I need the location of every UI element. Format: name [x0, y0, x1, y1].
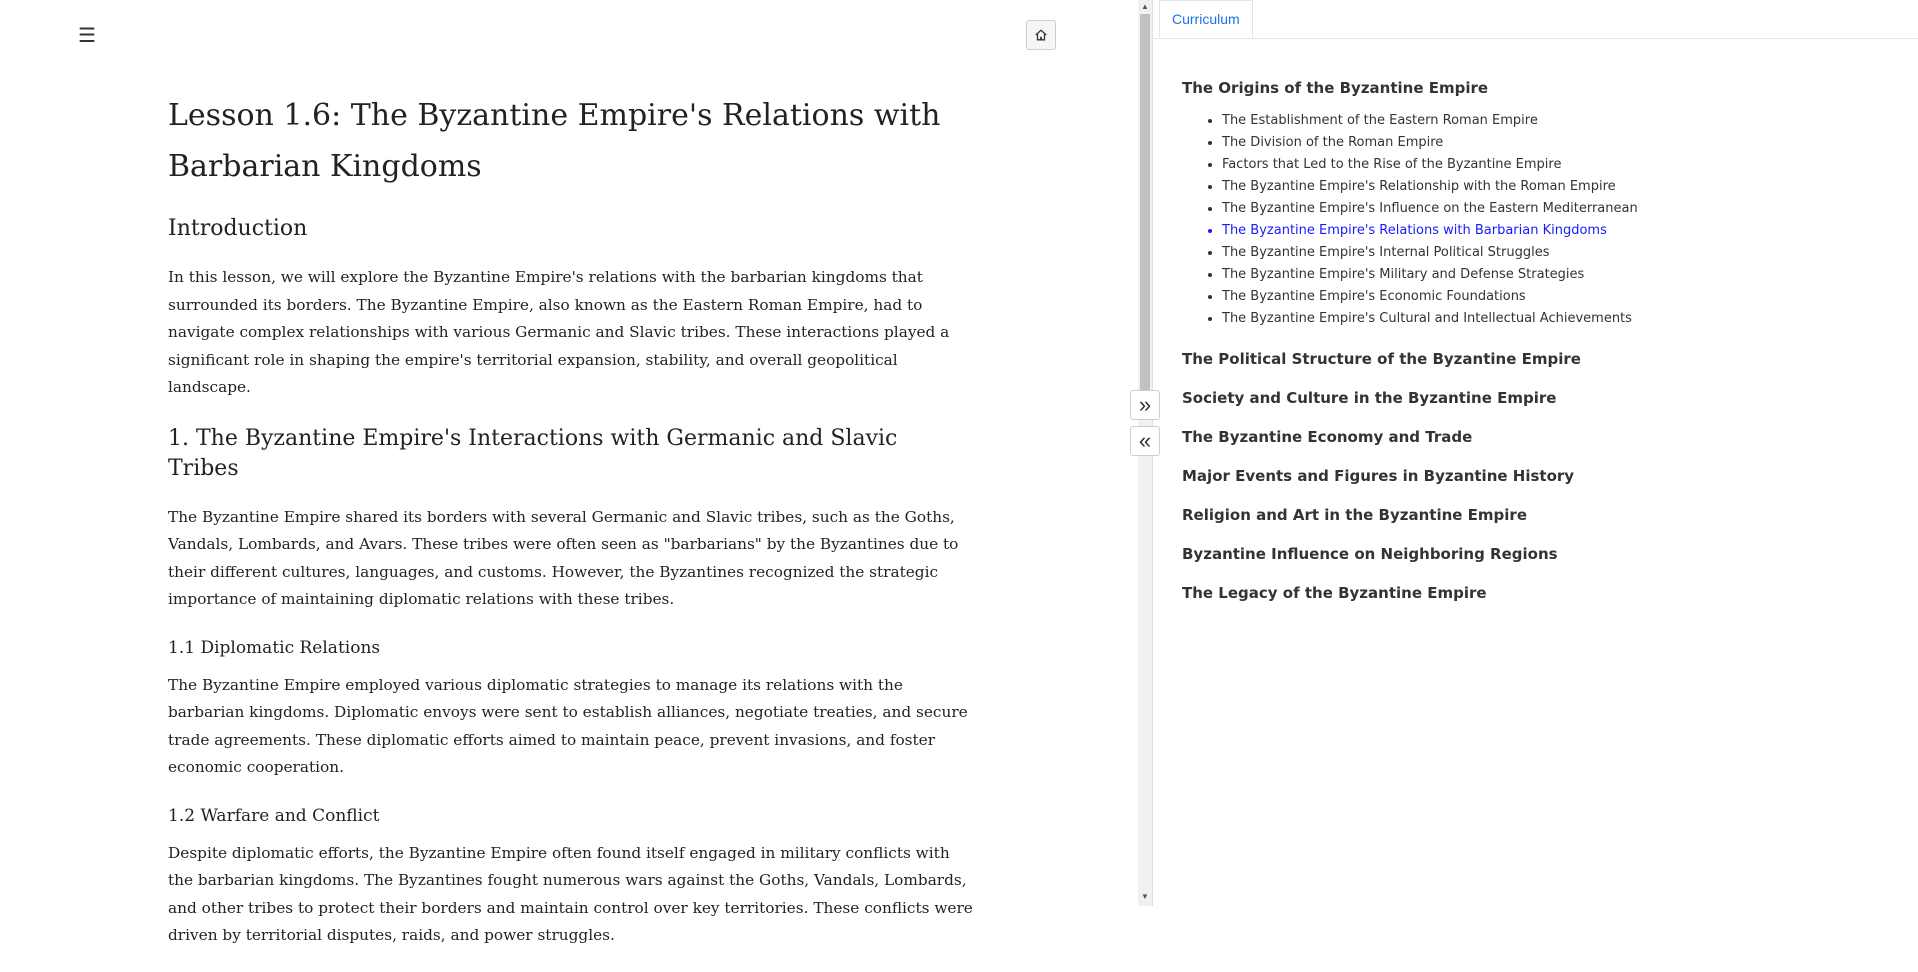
- lesson-list: [1182, 110, 1882, 330]
- menu-icon[interactable]: ☰: [78, 25, 96, 47]
- scroll-up-arrow[interactable]: ▲: [1141, 2, 1149, 11]
- curriculum-section: [1182, 544, 1882, 564]
- curriculum-section: [1182, 505, 1882, 525]
- intro-paragraph: In this lesson, we will explore the Byzantine Empire's relations with the barbarian kingdoms that surrounded its borders. The Byzantine Empire, also known as the Eastern Roman Empire, had to navigate complex relationships with various Germanic and Slavic tribes. These interactions played a significant role in shaping the empire's territorial expansion, stability, and overall geopolitical landscape.: [168, 268, 950, 396]
- curriculum-section: [1182, 388, 1882, 408]
- section-title[interactable]: The Byzantine Economy and Trade: [1182, 428, 1473, 446]
- curriculum-list: [1182, 78, 1882, 622]
- lesson-item[interactable]: • The Byzantine Empire's Influence on the Eastern Mediterranean: [1222, 198, 1882, 220]
- collapse-panel-button[interactable]: «: [1130, 426, 1160, 456]
- section-title[interactable]: The Political Structure of the Byzantine Empire: [1182, 350, 1581, 368]
- section-title[interactable]: Religion and Art in the Byzantine Empire: [1182, 506, 1527, 524]
- curriculum-section: [1182, 349, 1882, 369]
- subsection-1-1-heading: 1.1 Diplomatic Relations: [168, 637, 381, 658]
- section-title[interactable]: Society and Culture in the Byzantine Empire: [1182, 389, 1557, 407]
- section-1-heading: 1. The Byzantine Empire's Interactions with Germanic and Slavic Tribes: [168, 425, 898, 481]
- subsection-1-1-paragraph: The Byzantine Empire employed various diplomatic strategies to manage its relations with the barbarian kingdoms. Diplomatic envoys were sent to establish alliances, negotiate treaties, and secure trade agreements. These diplomatic efforts aimed to maintain peace, prevent invasions, and foster economic cooperation.: [168, 675, 968, 776]
- curriculum-section: [1182, 78, 1882, 330]
- section-title-origins[interactable]: The Origins of the Byzantine Empire: [1182, 79, 1489, 97]
- lesson-item[interactable]: • The Byzantine Empire's Military and Defense Strategies: [1222, 264, 1882, 286]
- lesson-item[interactable]: • Factors that Led to the Rise of the Byzantine Empire: [1222, 154, 1882, 176]
- lesson-item[interactable]: • The Byzantine Empire's Internal Political Struggles: [1222, 242, 1882, 264]
- tab-curriculum[interactable]: Curriculum: [1159, 0, 1253, 38]
- curriculum-section: [1182, 583, 1882, 603]
- lesson-item[interactable]: • The Byzantine Empire's Economic Foundations: [1222, 286, 1882, 308]
- lesson-item[interactable]: • The Division of the Roman Empire: [1222, 132, 1882, 154]
- subsection-1-2-paragraph: Despite diplomatic efforts, the Byzantine Empire often found itself engaged in military conflicts with the barbarian kingdoms. The Byzantines fought numerous wars against the Goths, Vandals, Lombards, and other tribes to protect their borders and maintain control over key territories. These conflicts were driven by territorial disputes, raids, and power struggles.: [168, 843, 973, 944]
- section-title[interactable]: The Legacy of the Byzantine Empire: [1182, 584, 1487, 602]
- lesson-title: Lesson 1.6: The Byzantine Empire's Relations with Barbarian Kingdoms: [168, 98, 941, 184]
- home-button[interactable]: [1026, 20, 1056, 50]
- subsection-1-2-heading: 1.2 Warfare and Conflict: [168, 805, 380, 826]
- curriculum-panel: [1153, 0, 1918, 906]
- expand-panel-button[interactable]: »: [1130, 390, 1160, 420]
- section-1-paragraph: The Byzantine Empire shared its borders with several Germanic and Slavic tribes, such as the Goths, Vandals, Lombards, and Avars. These tribes were often seen as "barbarians" by the Byzantines due to their different cultures, languages, and customs. However, the Byzantines recognized the strategic importance of maintaining diplomatic relations with these tribes.: [168, 507, 959, 608]
- tab-bar: [1153, 0, 1918, 39]
- lesson-content: [168, 90, 973, 972]
- curriculum-section: [1182, 466, 1882, 486]
- section-title[interactable]: Major Events and Figures in Byzantine History: [1182, 467, 1575, 485]
- lesson-item[interactable]: • The Byzantine Empire's Cultural and Intellectual Achievements: [1222, 308, 1882, 330]
- intro-heading: Introduction: [168, 216, 308, 241]
- curriculum-section: [1182, 427, 1882, 447]
- scroll-thumb[interactable]: [1140, 14, 1150, 392]
- section-title[interactable]: Byzantine Influence on Neighboring Regions: [1182, 545, 1558, 563]
- lesson-item[interactable]: • The Byzantine Empire's Relationship with the Roman Empire: [1222, 176, 1882, 198]
- lesson-item[interactable]: • The Establishment of the Eastern Roman Empire: [1222, 110, 1882, 132]
- lesson-item-active[interactable]: • The Byzantine Empire's Relations with Barbarian Kingdoms: [1222, 220, 1882, 242]
- scroll-down-arrow[interactable]: ▼: [1141, 892, 1149, 901]
- home-icon: [1034, 28, 1048, 42]
